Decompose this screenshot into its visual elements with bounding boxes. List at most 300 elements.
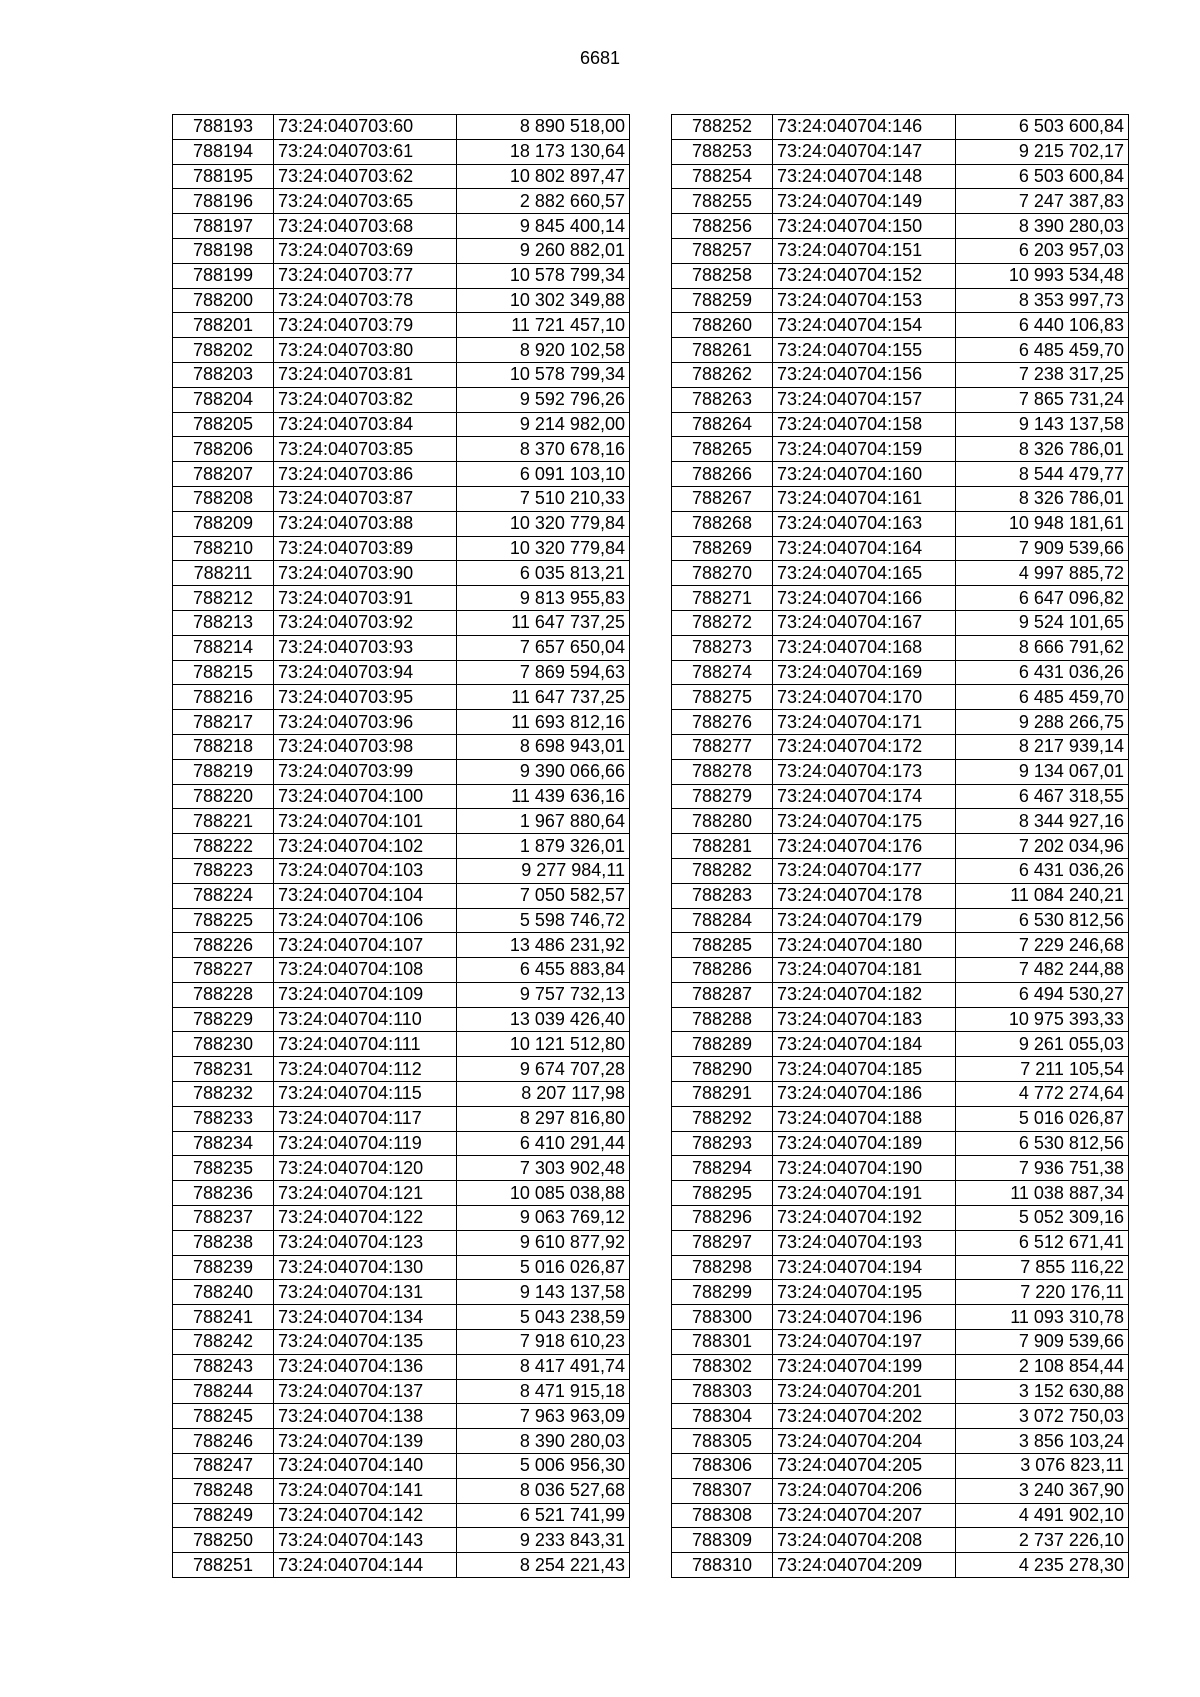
cadastral-number-cell: 73:24:040704:100: [274, 784, 457, 809]
table-row: [173, 189, 630, 214]
record-id-cell: 788295: [672, 1181, 773, 1206]
record-id-cell: 788267: [672, 486, 773, 511]
record-id-cell: 788239: [173, 1255, 274, 1280]
record-id-cell: 788271: [672, 586, 773, 611]
record-id-cell: 788203: [173, 362, 274, 387]
table-row: [173, 1032, 630, 1057]
record-id-cell: 788198: [173, 238, 274, 263]
table-row: [672, 1106, 1129, 1131]
cadastral-value-cell: 7 303 902,48: [457, 1156, 630, 1181]
cadastral-number-cell: 73:24:040704:206: [773, 1478, 956, 1503]
cadastral-value-cell: 9 215 702,17: [956, 139, 1129, 164]
table-row: [672, 238, 1129, 263]
cadastral-value-cell: 11 093 310,78: [956, 1305, 1129, 1330]
cadastral-value-cell: 18 173 130,64: [457, 139, 630, 164]
cadastral-value-cell: 5 052 309,16: [956, 1206, 1129, 1231]
record-id-cell: 788268: [672, 511, 773, 536]
table-row: [173, 437, 630, 462]
record-id-cell: 788258: [672, 263, 773, 288]
record-id-cell: 788247: [173, 1454, 274, 1479]
table-row: [672, 338, 1129, 363]
cadastral-number-cell: 73:24:040704:106: [274, 908, 457, 933]
cadastral-number-cell: 73:24:040704:193: [773, 1230, 956, 1255]
table-row: [672, 1156, 1129, 1181]
table-row: [672, 1206, 1129, 1231]
table-row: [173, 734, 630, 759]
cadastral-value-cell: 7 220 176,11: [956, 1280, 1129, 1305]
table-row: [672, 834, 1129, 859]
cadastral-value-cell: 10 948 181,61: [956, 511, 1129, 536]
cadastral-number-cell: 73:24:040704:148: [773, 164, 956, 189]
cadastral-number-cell: 73:24:040704:204: [773, 1429, 956, 1454]
cadastral-number-cell: 73:24:040704:147: [773, 139, 956, 164]
cadastral-value-cell: 10 085 038,88: [457, 1181, 630, 1206]
record-id-cell: 788277: [672, 734, 773, 759]
cadastral-value-cell: 2 882 660,57: [457, 189, 630, 214]
record-id-cell: 788232: [173, 1082, 274, 1107]
cadastral-value-cell: 8 471 915,18: [457, 1379, 630, 1404]
record-id-cell: 788282: [672, 858, 773, 883]
cadastral-value-cell: 9 288 266,75: [956, 710, 1129, 735]
table-row: [173, 115, 630, 140]
record-id-cell: 788293: [672, 1131, 773, 1156]
table-row: [672, 1404, 1129, 1429]
cadastral-number-cell: 73:24:040704:179: [773, 908, 956, 933]
cadastral-number-cell: 73:24:040703:65: [274, 189, 457, 214]
record-id-cell: 788275: [672, 685, 773, 710]
cadastral-number-cell: 73:24:040704:102: [274, 834, 457, 859]
cadastral-number-cell: 73:24:040704:160: [773, 462, 956, 487]
cadastral-value-cell: 3 076 823,11: [956, 1454, 1129, 1479]
table-row: [173, 858, 630, 883]
cadastral-number-cell: 73:24:040704:209: [773, 1553, 956, 1578]
record-id-cell: 788201: [173, 313, 274, 338]
record-id-cell: 788251: [173, 1553, 274, 1578]
table-row: [672, 908, 1129, 933]
table-row: [672, 1007, 1129, 1032]
cadastral-value-cell: 9 143 137,58: [956, 412, 1129, 437]
record-id-cell: 788301: [672, 1330, 773, 1355]
cadastral-value-cell: 11 084 240,21: [956, 883, 1129, 908]
cadastral-number-cell: 73:24:040704:172: [773, 734, 956, 759]
cadastral-number-cell: 73:24:040703:98: [274, 734, 457, 759]
record-id-cell: 788266: [672, 462, 773, 487]
cadastral-value-cell: 7 855 116,22: [956, 1255, 1129, 1280]
cadastral-value-cell: 8 370 678,16: [457, 437, 630, 462]
table-row: [672, 784, 1129, 809]
table-row: [672, 387, 1129, 412]
cadastral-number-cell: 73:24:040703:91: [274, 586, 457, 611]
record-id-cell: 788221: [173, 809, 274, 834]
cadastral-number-cell: 73:24:040704:157: [773, 387, 956, 412]
cadastral-value-cell: 10 578 799,34: [457, 362, 630, 387]
cadastral-value-cell: 3 856 103,24: [956, 1429, 1129, 1454]
cadastral-value-cell: 13 039 426,40: [457, 1007, 630, 1032]
cadastral-number-cell: 73:24:040704:151: [773, 238, 956, 263]
cadastral-number-cell: 73:24:040703:92: [274, 610, 457, 635]
cadastral-value-cell: 7 229 246,68: [956, 933, 1129, 958]
cadastral-value-cell: 6 440 106,83: [956, 313, 1129, 338]
record-id-cell: 788285: [672, 933, 773, 958]
record-id-cell: 788200: [173, 288, 274, 313]
record-id-cell: 788229: [173, 1007, 274, 1032]
cadastral-value-cell: 9 610 877,92: [457, 1230, 630, 1255]
record-id-cell: 788280: [672, 809, 773, 834]
record-id-cell: 788250: [173, 1528, 274, 1553]
record-id-cell: 788214: [173, 635, 274, 660]
cadastral-number-cell: 73:24:040704:208: [773, 1528, 956, 1553]
table-row: [672, 933, 1129, 958]
cadastral-value-cell: 6 455 883,84: [457, 958, 630, 983]
cadastral-value-cell: 1 879 326,01: [457, 834, 630, 859]
cadastral-value-cell: 13 486 231,92: [457, 933, 630, 958]
cadastral-number-cell: 73:24:040704:161: [773, 486, 956, 511]
cadastral-number-cell: 73:24:040704:174: [773, 784, 956, 809]
record-id-cell: 788279: [672, 784, 773, 809]
record-id-cell: 788269: [672, 536, 773, 561]
cadastral-value-cell: 7 247 387,83: [956, 189, 1129, 214]
table-row: [173, 834, 630, 859]
cadastral-value-cell: 9 757 732,13: [457, 982, 630, 1007]
record-id-cell: 788289: [672, 1032, 773, 1057]
table-row: [173, 1007, 630, 1032]
cadastral-value-cell: 4 772 274,64: [956, 1082, 1129, 1107]
table-row: [173, 1330, 630, 1355]
record-id-cell: 788249: [173, 1503, 274, 1528]
record-id-cell: 788202: [173, 338, 274, 363]
cadastral-number-cell: 73:24:040704:153: [773, 288, 956, 313]
table-row: [173, 263, 630, 288]
record-id-cell: 788205: [173, 412, 274, 437]
record-id-cell: 788244: [173, 1379, 274, 1404]
record-id-cell: 788278: [672, 759, 773, 784]
cadastral-value-cell: 8 326 786,01: [956, 486, 1129, 511]
record-id-cell: 788261: [672, 338, 773, 363]
right-data-table: [671, 114, 1129, 1578]
table-row: [672, 536, 1129, 561]
cadastral-number-cell: 73:24:040704:197: [773, 1330, 956, 1355]
cadastral-number-cell: 73:24:040704:180: [773, 933, 956, 958]
record-id-cell: 788309: [672, 1528, 773, 1553]
cadastral-value-cell: 4 997 885,72: [956, 561, 1129, 586]
cadastral-value-cell: 6 485 459,70: [956, 338, 1129, 363]
cadastral-number-cell: 73:24:040704:194: [773, 1255, 956, 1280]
table-row: [672, 635, 1129, 660]
cadastral-value-cell: 5 016 026,87: [956, 1106, 1129, 1131]
table-row: [173, 338, 630, 363]
table-row: [173, 1181, 630, 1206]
cadastral-value-cell: 10 802 897,47: [457, 164, 630, 189]
cadastral-number-cell: 73:24:040704:201: [773, 1379, 956, 1404]
cadastral-value-cell: 11 647 737,25: [457, 610, 630, 635]
cadastral-value-cell: 6 512 671,41: [956, 1230, 1129, 1255]
cadastral-number-cell: 73:24:040704:199: [773, 1354, 956, 1379]
record-id-cell: 788302: [672, 1354, 773, 1379]
record-id-cell: 788206: [173, 437, 274, 462]
table-row: [672, 1354, 1129, 1379]
table-row: [173, 908, 630, 933]
cadastral-value-cell: 8 036 527,68: [457, 1478, 630, 1503]
cadastral-number-cell: 73:24:040704:190: [773, 1156, 956, 1181]
cadastral-value-cell: 9 063 769,12: [457, 1206, 630, 1231]
cadastral-value-cell: 8 297 816,80: [457, 1106, 630, 1131]
cadastral-number-cell: 73:24:040703:81: [274, 362, 457, 387]
record-id-cell: 788204: [173, 387, 274, 412]
cadastral-value-cell: 1 967 880,64: [457, 809, 630, 834]
cadastral-number-cell: 73:24:040704:202: [773, 1404, 956, 1429]
record-id-cell: 788196: [173, 189, 274, 214]
record-id-cell: 788234: [173, 1131, 274, 1156]
record-id-cell: 788308: [672, 1503, 773, 1528]
cadastral-number-cell: 73:24:040703:90: [274, 561, 457, 586]
cadastral-number-cell: 73:24:040704:169: [773, 660, 956, 685]
table-row: [173, 139, 630, 164]
cadastral-value-cell: 8 353 997,73: [956, 288, 1129, 313]
record-id-cell: 788257: [672, 238, 773, 263]
record-id-cell: 788195: [173, 164, 274, 189]
left-table-body: [173, 115, 630, 1578]
table-row: [173, 1404, 630, 1429]
cadastral-value-cell: 9 390 066,66: [457, 759, 630, 784]
table-row: [173, 1206, 630, 1231]
table-row: [672, 660, 1129, 685]
table-row: [672, 883, 1129, 908]
cadastral-value-cell: 10 320 779,84: [457, 511, 630, 536]
table-row: [173, 511, 630, 536]
record-id-cell: 788245: [173, 1404, 274, 1429]
cadastral-number-cell: 73:24:040704:173: [773, 759, 956, 784]
cadastral-number-cell: 73:24:040704:170: [773, 685, 956, 710]
table-row: [672, 1305, 1129, 1330]
cadastral-value-cell: 8 390 280,03: [956, 214, 1129, 239]
cadastral-number-cell: 73:24:040703:79: [274, 313, 457, 338]
table-row: [672, 511, 1129, 536]
cadastral-value-cell: 7 869 594,63: [457, 660, 630, 685]
cadastral-number-cell: 73:24:040703:68: [274, 214, 457, 239]
cadastral-value-cell: 6 035 813,21: [457, 561, 630, 586]
cadastral-value-cell: 2 108 854,44: [956, 1354, 1129, 1379]
cadastral-value-cell: 7 202 034,96: [956, 834, 1129, 859]
table-row: [173, 660, 630, 685]
cadastral-value-cell: 8 417 491,74: [457, 1354, 630, 1379]
cadastral-number-cell: 73:24:040704:111: [274, 1032, 457, 1057]
record-id-cell: 788207: [173, 462, 274, 487]
record-id-cell: 788303: [672, 1379, 773, 1404]
table-row: [173, 412, 630, 437]
table-row: [173, 486, 630, 511]
table-row: [672, 437, 1129, 462]
cadastral-number-cell: 73:24:040703:96: [274, 710, 457, 735]
cadastral-number-cell: 73:24:040704:166: [773, 586, 956, 611]
record-id-cell: 788210: [173, 536, 274, 561]
cadastral-number-cell: 73:24:040704:108: [274, 958, 457, 983]
record-id-cell: 788265: [672, 437, 773, 462]
cadastral-value-cell: 10 121 512,80: [457, 1032, 630, 1057]
cadastral-number-cell: 73:24:040704:117: [274, 1106, 457, 1131]
table-row: [672, 685, 1129, 710]
cadastral-value-cell: 7 238 317,25: [956, 362, 1129, 387]
table-row: [672, 1131, 1129, 1156]
table-row: [173, 214, 630, 239]
cadastral-value-cell: 6 530 812,56: [956, 908, 1129, 933]
cadastral-number-cell: 73:24:040704:177: [773, 858, 956, 883]
cadastral-number-cell: 73:24:040704:139: [274, 1429, 457, 1454]
cadastral-value-cell: 3 240 367,90: [956, 1478, 1129, 1503]
cadastral-number-cell: 73:24:040704:120: [274, 1156, 457, 1181]
table-row: [672, 1057, 1129, 1082]
cadastral-value-cell: 3 072 750,03: [956, 1404, 1129, 1429]
table-row: [672, 1082, 1129, 1107]
cadastral-number-cell: 73:24:040704:141: [274, 1478, 457, 1503]
record-id-cell: 788216: [173, 685, 274, 710]
cadastral-number-cell: 73:24:040703:99: [274, 759, 457, 784]
cadastral-number-cell: 73:24:040704:181: [773, 958, 956, 983]
cadastral-number-cell: 73:24:040704:137: [274, 1379, 457, 1404]
cadastral-number-cell: 73:24:040704:158: [773, 412, 956, 437]
table-row: [672, 1230, 1129, 1255]
record-id-cell: 788254: [672, 164, 773, 189]
record-id-cell: 788263: [672, 387, 773, 412]
cadastral-number-cell: 73:24:040704:103: [274, 858, 457, 883]
table-row: [672, 1379, 1129, 1404]
cadastral-value-cell: 9 845 400,14: [457, 214, 630, 239]
cadastral-value-cell: 7 050 582,57: [457, 883, 630, 908]
record-id-cell: 788255: [672, 189, 773, 214]
table-row: [173, 586, 630, 611]
record-id-cell: 788225: [173, 908, 274, 933]
cadastral-number-cell: 73:24:040703:88: [274, 511, 457, 536]
record-id-cell: 788218: [173, 734, 274, 759]
cadastral-number-cell: 73:24:040704:115: [274, 1082, 457, 1107]
cadastral-value-cell: 7 657 650,04: [457, 635, 630, 660]
cadastral-value-cell: 10 320 779,84: [457, 536, 630, 561]
table-row: [173, 1478, 630, 1503]
cadastral-number-cell: 73:24:040704:154: [773, 313, 956, 338]
cadastral-number-cell: 73:24:040704:136: [274, 1354, 457, 1379]
table-row: [173, 784, 630, 809]
table-row: [672, 1032, 1129, 1057]
table-row: [173, 1057, 630, 1082]
table-row: [672, 362, 1129, 387]
record-id-cell: 788236: [173, 1181, 274, 1206]
cadastral-number-cell: 73:24:040704:189: [773, 1131, 956, 1156]
record-id-cell: 788306: [672, 1454, 773, 1479]
right-table-body: [672, 115, 1129, 1578]
cadastral-number-cell: 73:24:040704:176: [773, 834, 956, 859]
cadastral-number-cell: 73:24:040704:195: [773, 1280, 956, 1305]
cadastral-value-cell: 10 975 393,33: [956, 1007, 1129, 1032]
cadastral-number-cell: 73:24:040704:144: [274, 1553, 457, 1578]
cadastral-value-cell: 8 698 943,01: [457, 734, 630, 759]
cadastral-value-cell: 9 260 882,01: [457, 238, 630, 263]
record-id-cell: 788222: [173, 834, 274, 859]
table-row: [672, 858, 1129, 883]
cadastral-number-cell: 73:24:040704:165: [773, 561, 956, 586]
record-id-cell: 788310: [672, 1553, 773, 1578]
cadastral-number-cell: 73:24:040703:95: [274, 685, 457, 710]
cadastral-value-cell: 6 431 036,26: [956, 858, 1129, 883]
table-row: [672, 189, 1129, 214]
table-row: [672, 982, 1129, 1007]
record-id-cell: 788300: [672, 1305, 773, 1330]
table-row: [173, 1528, 630, 1553]
cadastral-number-cell: 73:24:040704:134: [274, 1305, 457, 1330]
cadastral-number-cell: 73:24:040704:122: [274, 1206, 457, 1231]
cadastral-number-cell: 73:24:040704:135: [274, 1330, 457, 1355]
table-row: [672, 139, 1129, 164]
page-number: 6681: [579, 48, 621, 68]
table-row: [672, 1255, 1129, 1280]
record-id-cell: 788199: [173, 263, 274, 288]
table-row: [173, 1503, 630, 1528]
cadastral-number-cell: 73:24:040703:84: [274, 412, 457, 437]
record-id-cell: 788264: [672, 412, 773, 437]
cadastral-value-cell: 6 485 459,70: [956, 685, 1129, 710]
cadastral-value-cell: 5 016 026,87: [457, 1255, 630, 1280]
cadastral-value-cell: 6 530 812,56: [956, 1131, 1129, 1156]
table-row: [672, 1181, 1129, 1206]
cadastral-value-cell: 2 737 226,10: [956, 1528, 1129, 1553]
table-row: [173, 561, 630, 586]
table-row: [672, 1454, 1129, 1479]
cadastral-number-cell: 73:24:040704:205: [773, 1454, 956, 1479]
record-id-cell: 788208: [173, 486, 274, 511]
table-row: [173, 238, 630, 263]
record-id-cell: 788237: [173, 1206, 274, 1231]
record-id-cell: 788286: [672, 958, 773, 983]
cadastral-value-cell: 8 217 939,14: [956, 734, 1129, 759]
table-row: [672, 313, 1129, 338]
table-row: [173, 685, 630, 710]
record-id-cell: 788217: [173, 710, 274, 735]
cadastral-value-cell: 5 043 238,59: [457, 1305, 630, 1330]
cadastral-number-cell: 73:24:040704:107: [274, 933, 457, 958]
record-id-cell: 788294: [672, 1156, 773, 1181]
cadastral-number-cell: 73:24:040704:149: [773, 189, 956, 214]
record-id-cell: 788290: [672, 1057, 773, 1082]
record-id-cell: 788220: [173, 784, 274, 809]
cadastral-value-cell: 6 431 036,26: [956, 660, 1129, 685]
cadastral-value-cell: 11 693 812,16: [457, 710, 630, 735]
record-id-cell: 788223: [173, 858, 274, 883]
table-row: [672, 1528, 1129, 1553]
cadastral-number-cell: 73:24:040704:192: [773, 1206, 956, 1231]
record-id-cell: 788287: [672, 982, 773, 1007]
cadastral-value-cell: 6 203 957,03: [956, 238, 1129, 263]
table-row: [173, 710, 630, 735]
record-id-cell: 788292: [672, 1106, 773, 1131]
table-row: [672, 1503, 1129, 1528]
cadastral-value-cell: 6 521 741,99: [457, 1503, 630, 1528]
record-id-cell: 788219: [173, 759, 274, 784]
cadastral-number-cell: 73:24:040704:146: [773, 115, 956, 140]
cadastral-value-cell: 8 326 786,01: [956, 437, 1129, 462]
cadastral-value-cell: 7 482 244,88: [956, 958, 1129, 983]
table-row: [672, 462, 1129, 487]
record-id-cell: 788256: [672, 214, 773, 239]
cadastral-value-cell: 8 390 280,03: [457, 1429, 630, 1454]
record-id-cell: 788288: [672, 1007, 773, 1032]
record-id-cell: 788197: [173, 214, 274, 239]
table-row: [173, 288, 630, 313]
cadastral-value-cell: 11 439 636,16: [457, 784, 630, 809]
cadastral-number-cell: 73:24:040703:60: [274, 115, 457, 140]
record-id-cell: 788276: [672, 710, 773, 735]
left-data-table: [172, 114, 630, 1578]
table-row: [173, 958, 630, 983]
cadastral-number-cell: 73:24:040704:104: [274, 883, 457, 908]
record-id-cell: 788233: [173, 1106, 274, 1131]
